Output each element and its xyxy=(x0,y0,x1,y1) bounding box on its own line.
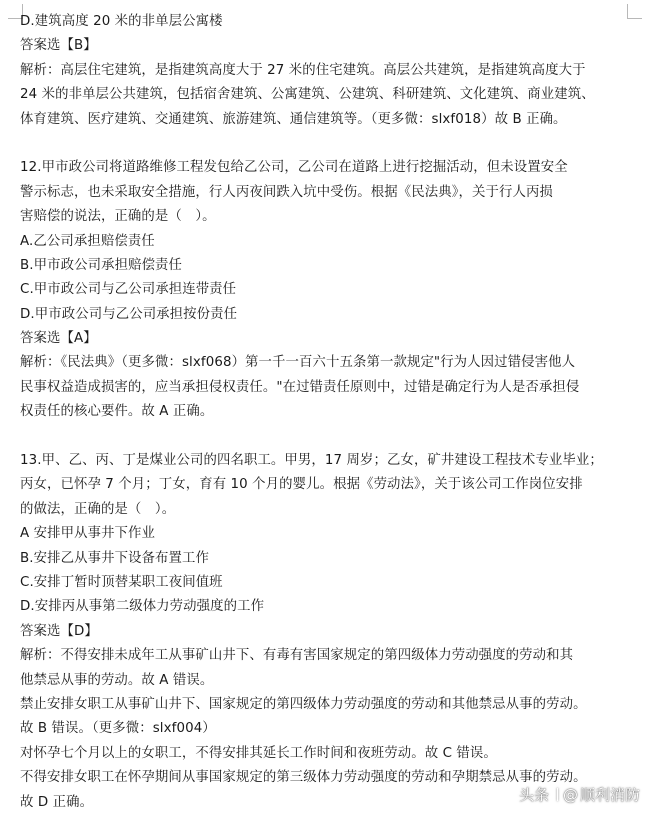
text-line: 权责任的核心要件。故 A 正确。 xyxy=(20,404,214,420)
text-line: 对怀孕七个月以上的女职工，不得安排其延长工作时间和夜班劳动。故 C 错误。 xyxy=(20,745,497,761)
option-line: C.甲市政公司与乙公司承担连带责任 xyxy=(20,282,237,298)
text-line: 故 B 错误。（更多微：slxf004） xyxy=(20,721,216,737)
text-line: 他禁忌从事的劳动。故 A 错误。 xyxy=(20,672,214,688)
blank-line xyxy=(20,132,622,156)
option-line: C.安排丁暂时顶替某职工夜间值班 xyxy=(20,574,223,590)
question-line: 警示标志，也未采取安全措施，行人丙夜间跌入坑中受伤。根据《民法典》，关于行人丙损 xyxy=(20,184,553,200)
text-line: 体育建筑、医疗建筑、交通建筑、旅游建筑、通信建筑等。（更多微：slxf018）故 B 正确。 xyxy=(20,111,567,127)
document-body xyxy=(20,10,622,815)
option-line: B.甲市政公司承担赔偿责任 xyxy=(20,257,183,273)
question-line: 的做法，正确的是（ ）。 xyxy=(20,501,176,517)
page-corner-mark-top-right xyxy=(627,4,642,19)
question-line: 13.甲、乙、丙、丁是煤业公司的四名职工。甲男，17 周岁；乙女，矿井建设工程技术专业毕业； xyxy=(20,453,603,469)
answer-line: 答案选【B】 xyxy=(20,38,97,54)
text-line: 禁止安排女职工从事矿山井下、国家规定的第四级体力劳动强度的劳动和其他禁忌从事的劳动。 xyxy=(20,696,587,712)
question-line: 丙女，已怀孕 7 个月；丁女，育有 10 个月的婴儿。根据《劳动法》，关于该公司工作岗位安排 xyxy=(20,477,583,493)
watermark-account: 顺利消防 xyxy=(579,786,640,804)
answer-line: 答案选【A】 xyxy=(20,331,97,347)
watermark-brand: 头条 xyxy=(518,786,549,804)
text-line: D.建筑高度 20 米的非单层公寓楼 xyxy=(20,14,223,29)
text-line: 解析：不得安排未成年工从事矿山井下、有毒有害国家规定的第四级体力劳动强度的劳动和其 xyxy=(20,648,574,664)
answer-line: 答案选【D】 xyxy=(20,623,98,639)
option-line: B.安排乙从事井下设备布置工作 xyxy=(20,550,210,566)
option-line: A.乙公司承担赔偿责任 xyxy=(20,233,155,249)
question-line: 害赔偿的说法，正确的是（ ）。 xyxy=(20,209,216,225)
text-line: 解析：高层住宅建筑，是指建筑高度大于 27 米的住宅建筑。高层公共建筑，是指建筑高度大于 xyxy=(20,62,586,78)
text-line: 民事权益造成损害的，应当承担侵权责任。"在过错责任原则中，过错是确定行为人是否承担侵 xyxy=(20,379,580,395)
text-line: 不得安排女职工在怀孕期间从事国家规定的第三级体力劳动强度的劳动和孕期禁忌从事的劳动。 xyxy=(20,770,587,786)
blank-line xyxy=(20,425,622,449)
option-line: D.甲市政公司与乙公司承担按份责任 xyxy=(20,306,238,322)
text-line: 24 米的非单层公共建筑，包括宿舍建筑、公寓建筑、公建筑、科研建筑、文化建筑、商业建筑、 xyxy=(20,87,595,103)
text-line: 解析：《民法典》（更多微：slxf068）第一千一百六十五条第一款规定"行为人因过错侵害他人 xyxy=(20,355,576,371)
question-line: 12.甲市政公司将道路维修工程发包给乙公司，乙公司在道路上进行挖掘活动，但未设置安全 xyxy=(20,160,568,176)
text-line: 故 D 正确。 xyxy=(20,794,94,810)
option-line: D.安排丙从事第二级体力劳动强度的工作 xyxy=(20,599,265,615)
watermark-at: @ xyxy=(562,785,578,804)
watermark xyxy=(519,784,640,805)
watermark-separator xyxy=(557,788,558,801)
option-line: A 安排甲从事井下作业 xyxy=(20,526,156,542)
